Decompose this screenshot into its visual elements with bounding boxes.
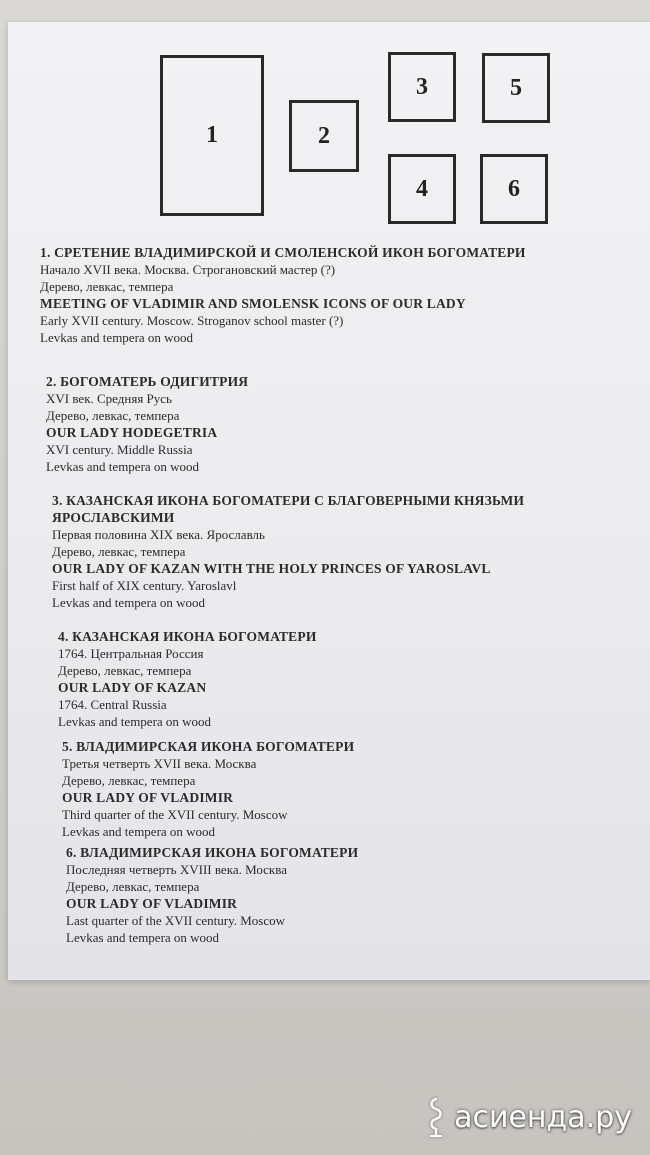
entry-4 <box>58 628 317 730</box>
hacienda-logo-icon <box>424 1095 448 1139</box>
entry-en-title: OUR LADY OF VLADIMIR <box>66 896 238 911</box>
entry-en-title: OUR LADY HODEGETRIA <box>46 425 218 440</box>
watermark-text: асиенда.ру <box>454 1099 632 1135</box>
entry-en-material: Levkas and tempera on wood <box>58 714 212 729</box>
entry-en-date: First half of XIX century. Yaroslavl <box>52 578 237 593</box>
entry-ru-date: XVI век. Средняя Русь <box>46 391 172 406</box>
entry-ru-title: 4. КАЗАНСКАЯ ИКОНА БОГОМАТЕРИ <box>58 629 317 644</box>
entry-en-title: OUR LADY OF VLADIMIR <box>62 790 234 805</box>
layout-frame-6 <box>480 154 548 224</box>
entry-en-material: Levkas and tempera on wood <box>62 824 216 839</box>
site-watermark <box>424 1095 632 1139</box>
entry-2 <box>46 373 248 475</box>
entry-en-date: 1764. Central Russia <box>58 697 167 712</box>
entry-3 <box>52 492 524 611</box>
museum-placard <box>8 22 650 980</box>
entry-ru-title: 3. КАЗАНСКАЯ ИКОНА БОГОМАТЕРИ С БЛАГОВЕРНЫМИ КНЯЗЬМИ <box>52 493 525 508</box>
entry-en-date: Last quarter of the XVII century. Moscow <box>66 913 286 928</box>
layout-frame-3 <box>388 52 456 122</box>
entry-ru-title: 5. ВЛАДИМИРСКАЯ ИКОНА БОГОМАТЕРИ <box>62 739 355 754</box>
entry-en-material: Levkas and tempera on wood <box>40 330 194 345</box>
entry-ru-date: Начало XVII века. Москва. Строгановский мастер (?) <box>40 262 336 277</box>
entry-en-material: Levkas and tempera on wood <box>66 930 220 945</box>
entry-ru-title-line-2: ЯРОСЛАВСКИМИ <box>52 510 175 525</box>
entry-6 <box>66 844 358 946</box>
entry-ru-material: Дерево, левкас, темпера <box>58 663 192 678</box>
entry-ru-material: Дерево, левкас, темпера <box>66 879 200 894</box>
entry-ru-date: Первая половина XIX века. Ярославль <box>52 527 265 542</box>
layout-number-6: 6 <box>508 175 520 202</box>
entry-ru-material: Дерево, левкас, темпера <box>52 544 186 559</box>
layout-number-1: 1 <box>206 122 218 148</box>
layout-number-3: 3 <box>416 73 428 100</box>
entry-en-material: Levkas and tempera on wood <box>52 595 206 610</box>
entry-en-title: MEETING OF VLADIMIR AND SMOLENSK ICONS OF OUR LADY <box>40 296 466 311</box>
entry-ru-title: 2. БОГОМАТЕРЬ ОДИГИТРИЯ <box>46 374 249 389</box>
entry-ru-material: Дерево, левкас, темпера <box>62 773 196 788</box>
layout-number-5: 5 <box>510 74 522 101</box>
entry-1 <box>40 244 526 346</box>
layout-frame-4 <box>388 154 456 224</box>
entry-ru-title: 1. СРЕТЕНИЕ ВЛАДИМИРСКОЙ И СМОЛЕНСКОЙ ИКОН БОГОМАТЕРИ <box>40 245 526 260</box>
entry-en-material: Levkas and tempera on wood <box>46 459 200 474</box>
entry-ru-title: 6. ВЛАДИМИРСКАЯ ИКОНА БОГОМАТЕРИ <box>66 845 359 860</box>
layout-number-4: 4 <box>416 175 428 202</box>
layout-frame-5 <box>482 53 550 123</box>
entry-en-date: Early XVII century. Moscow. Stroganov school master (?) <box>40 313 344 328</box>
entry-ru-date: Последняя четверть XVIII века. Москва <box>66 862 287 877</box>
entry-en-date: Third quarter of the XVII century. Moscow <box>62 807 288 822</box>
entry-ru-material: Дерево, левкас, темпера <box>46 408 180 423</box>
entry-ru-date: Третья четверть XVII века. Москва <box>62 756 257 771</box>
entry-en-title: OUR LADY OF KAZAN <box>58 680 207 695</box>
layout-number-2: 2 <box>318 122 330 149</box>
entry-5 <box>62 738 354 840</box>
entry-ru-date: 1764. Центральная Россия <box>58 646 204 661</box>
entry-en-date: XVI century. Middle Russia <box>46 442 193 457</box>
entry-ru-material: Дерево, левкас, темпера <box>40 279 174 294</box>
layout-frame-2 <box>289 100 359 172</box>
entry-en-title: OUR LADY OF KAZAN WITH THE HOLY PRINCES OF YAROSLAVL <box>52 561 491 576</box>
layout-frame-1 <box>160 55 264 216</box>
